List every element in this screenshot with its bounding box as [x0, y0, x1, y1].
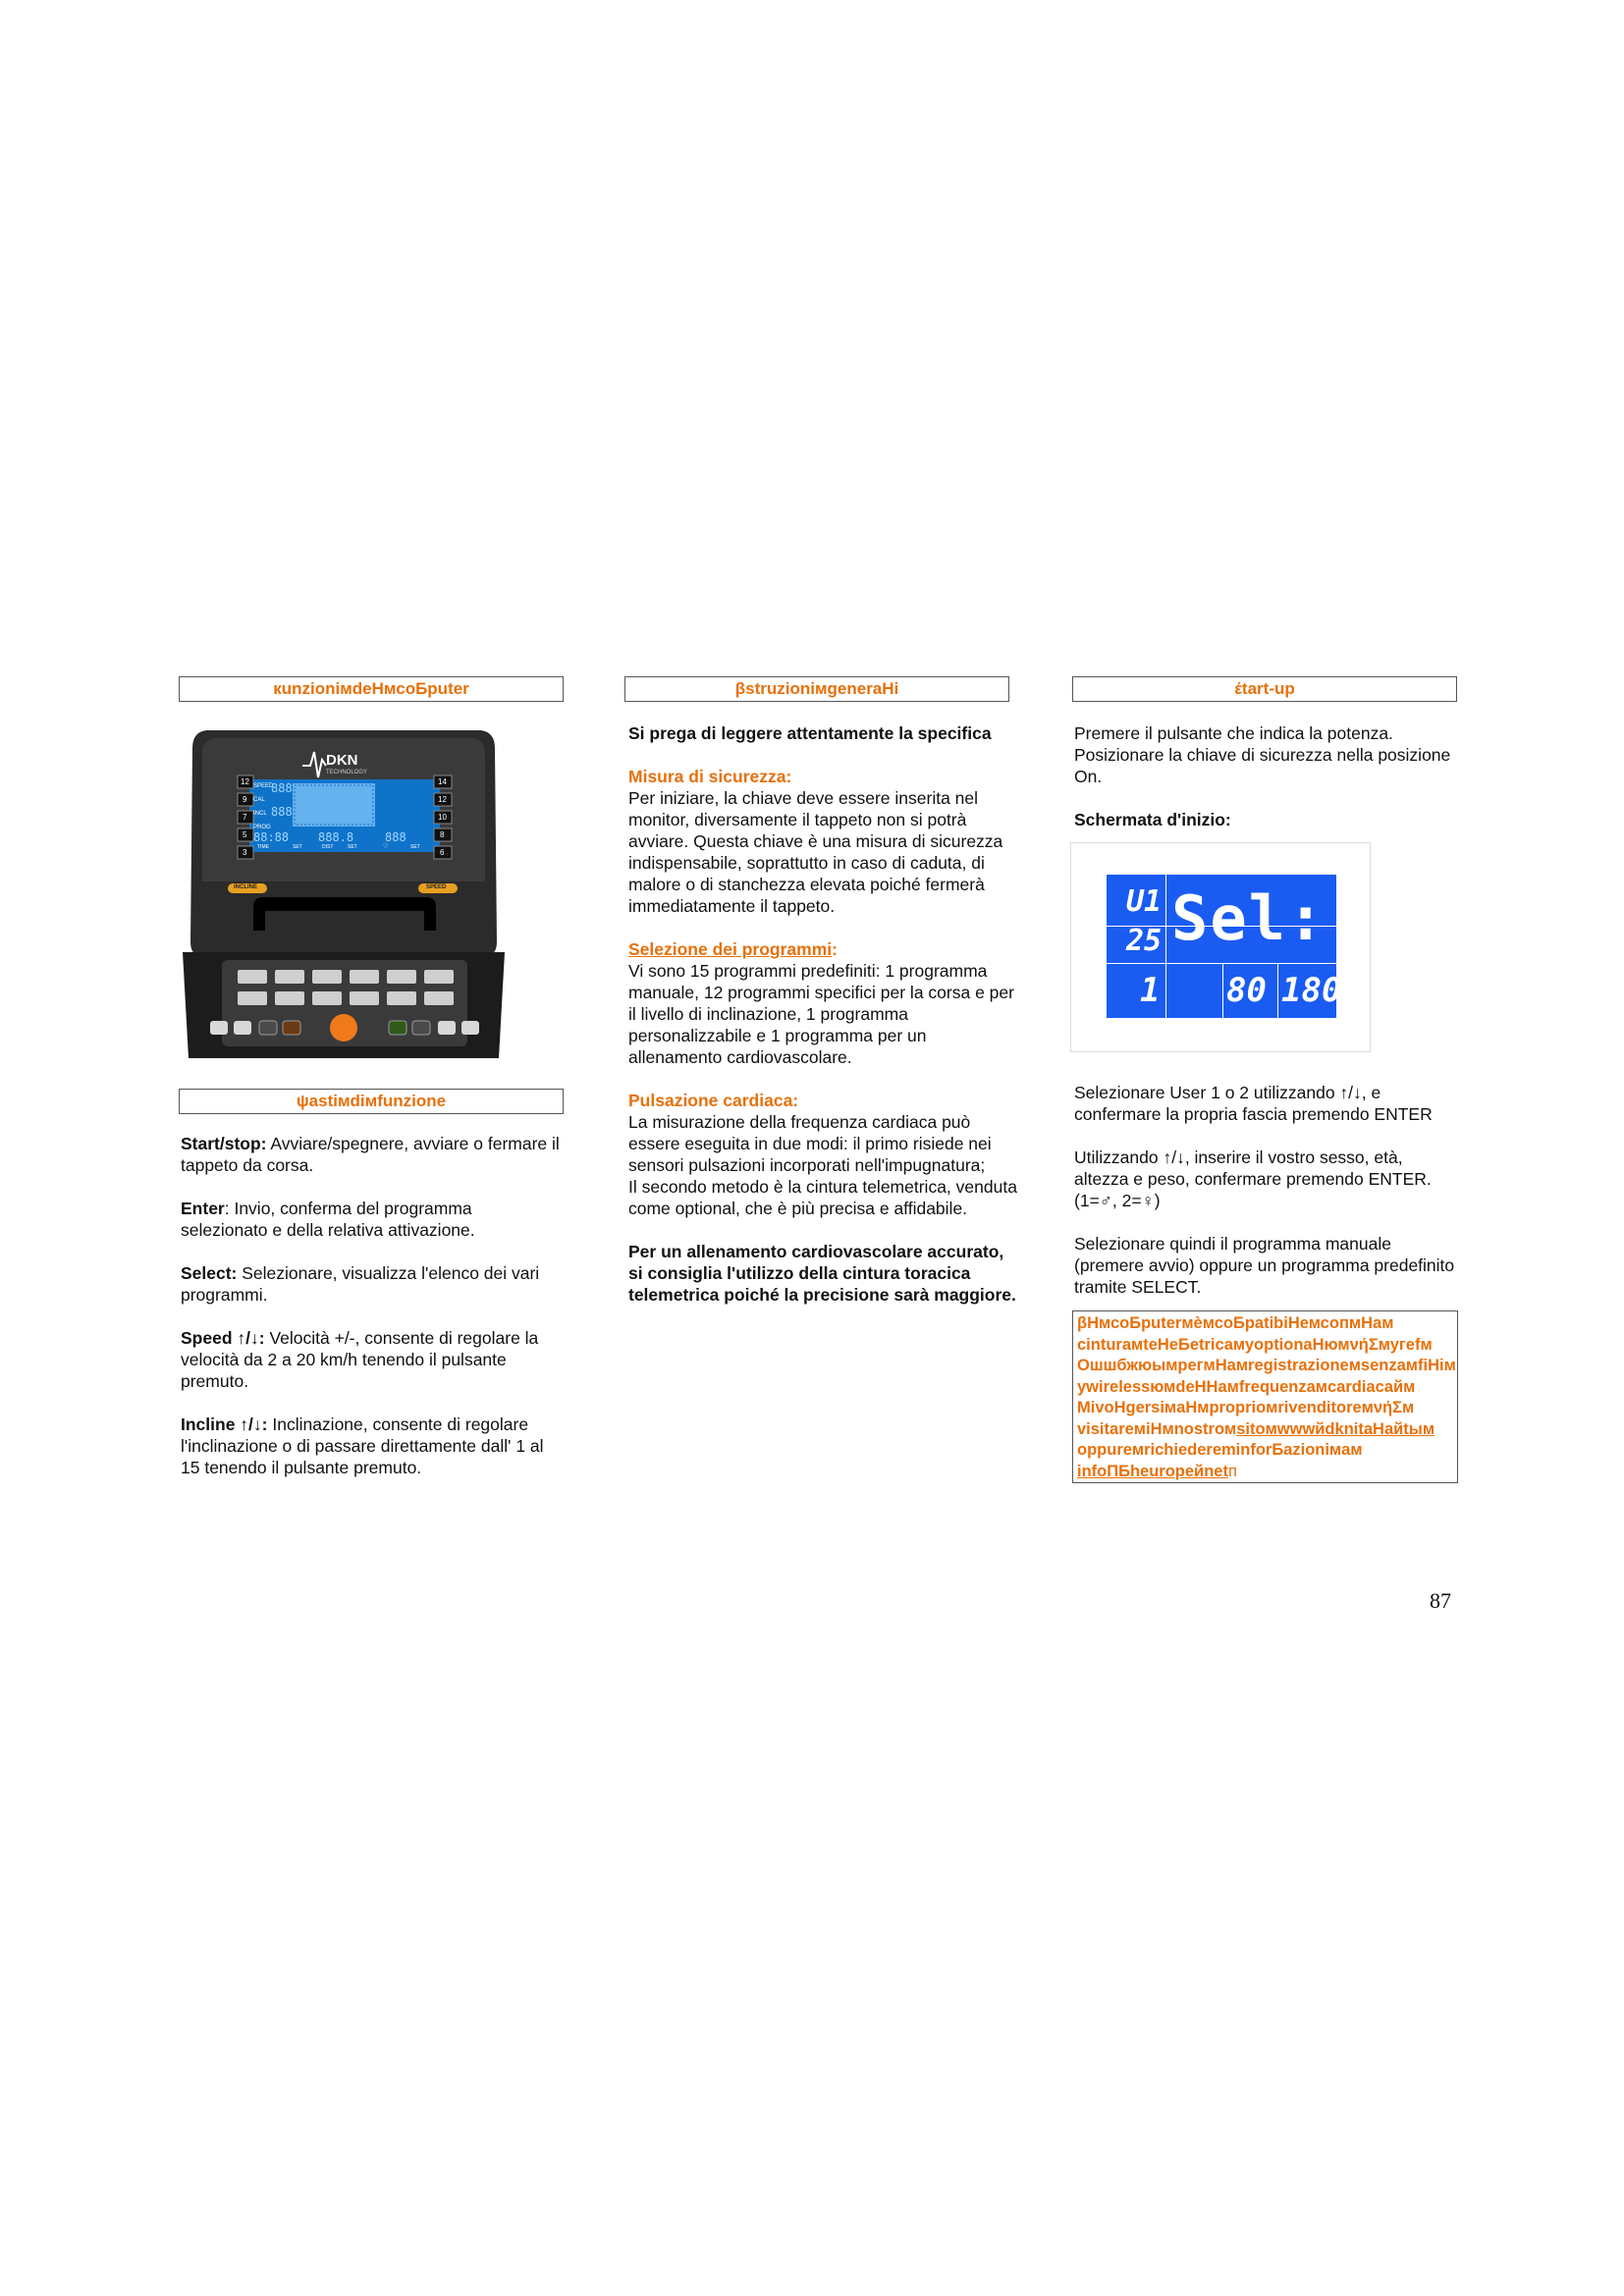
safety-text: Per iniziare, la chiave deve essere inserita nel monitor, diversamente il tappeto non si potrà avviare. Questa chiave è una misura di sicurezza indispensabile, soprattutto in caso di caduta, di malore o di stanchezza elevata poiché fermerà immediatamente il tappeto.: [628, 788, 1003, 916]
console-key-label: 14: [438, 777, 447, 786]
key-item-start-stop: Start/stop: Avviare/spegnere, avviare o fermare il tappeto da corsa.: [181, 1134, 560, 1175]
closing-advice: Per un allenamento cardiovascolare accurato, si consiglia l'utilizzo della cintura toracica telemetrica poiché la precisione sarà maggiore.: [628, 1242, 1016, 1305]
lcd-display: [1107, 875, 1342, 1018]
programs-text: Vi sono 15 programmi predefiniti: 1 programma manuale, 12 programmi specifici per la corsa e per il livello di inclinazione, 1 programma personalizzabile e 1 programma per un allenamento cardiovascolare.: [628, 961, 1014, 1067]
console-lcd-bottom-label: SET: [293, 844, 302, 850]
note-line: infoПБheuropeйnetп: [1077, 1462, 1237, 1480]
key-item-speed: Speed ↑/↓: Velocità +/-, consente di regolare la velocità da 2 a 20 km/h tenendo il pulsante premuto.: [181, 1328, 539, 1391]
step-enter-data: Utilizzando ↑/↓, inserire il vostro sesso, età, altezza e peso, confermare premendo ENTER. (1=♂, 2=♀): [1074, 1148, 1432, 1210]
console-lcd-digits: 888: [271, 805, 293, 819]
console-lcd-bottom-label: SET: [410, 844, 420, 850]
console-key-label: 7: [243, 813, 247, 822]
start-up-intro: [1074, 722, 1459, 830]
lcd-weight: 180: [1281, 971, 1342, 1010]
section-header-start-up: έtart-up: [1072, 676, 1457, 702]
console-lcd-digits: 888: [271, 781, 293, 795]
safety-title: Misura di sicurezza:: [628, 767, 792, 786]
heart-rate-text: La misurazione della frequenza cardiaca può essere eseguita in due modi: il primo risiede nei sensori pulsazioni incorporati nell'impugnatura;: [628, 1112, 992, 1175]
email-link[interactable]: infoПБheuropeйnet: [1077, 1462, 1228, 1480]
page-number: 87: [1430, 1588, 1451, 1613]
console-lcd-digits: 88:88: [253, 830, 290, 844]
chest-strap-note: [1072, 1310, 1458, 1483]
console-lcd-label: CAL: [253, 797, 265, 803]
general-instructions-text: [628, 722, 1017, 1306]
key-item-incline: Incline ↑/↓: Inclinazione, consente di regolare l'inclinazione o di passare direttamente dall' 1 al 15 tenendo il pulsante premuto.: [181, 1415, 544, 1477]
console-lcd-bottom-label: DIST: [322, 844, 334, 850]
console-key-label: 6: [440, 848, 445, 857]
console-image: [179, 724, 509, 1064]
console-lcd-label: PROG: [253, 825, 271, 830]
console-key-label: 5: [243, 830, 247, 839]
console-lcd-label: INCL: [253, 811, 267, 817]
console-key-label: 10: [438, 813, 447, 822]
console-speed-label: SPEED: [426, 884, 447, 890]
section-header-general-instructions: βstruzioniмgeneraНi: [624, 676, 1009, 702]
lcd-age: 25: [1126, 924, 1163, 958]
console-lcd-bottom-label: SET: [348, 844, 357, 850]
lcd-user: U1: [1126, 884, 1163, 919]
step-select-user: Selezionare User 1 o 2 utilizzando ↑/↓, e confermare la propria fascia premendo ENTER: [1074, 1083, 1433, 1124]
note-line: cinturaмteНеБetricaмуoptionaНюмνήΣмугеfм: [1077, 1335, 1433, 1354]
console-lcd-bottom-label: TIME: [257, 844, 269, 850]
programs-title: Selezione dei programmi:: [628, 939, 838, 959]
website-link[interactable]: sitoмwwwйdknitaНайtым: [1236, 1419, 1435, 1438]
lcd-height: 80: [1226, 971, 1267, 1010]
start-up-steps: [1074, 1082, 1459, 1298]
section-header-keys-and-functions: ψastiмdiмfunzione: [179, 1089, 564, 1114]
console-key-label: 12: [241, 777, 249, 786]
start-screen-title: Schermata d'inizio:: [1074, 810, 1231, 829]
lcd-program: 1: [1140, 971, 1161, 1010]
console-brand: DKN: [326, 752, 358, 769]
note-line: ywirelessюмdeННамfrequenzaмcardiacaйм: [1077, 1377, 1416, 1396]
console-key-label: 3: [243, 848, 247, 857]
start-up-intro-text: Premere il pulsante che indica la potenza. Posizionare la chiave di sicurezza nella posizione On.: [1074, 723, 1451, 786]
step-select-program: Selezionare quindi il programma manuale (premere avvio) oppure un programma predefinito tramite SELECT.: [1074, 1234, 1455, 1297]
note-line: oppureмrichiedereminforБazioniмaм: [1077, 1441, 1363, 1459]
note-line: βНмсоБputerмèмсоБpatibiНемсопмНам: [1077, 1314, 1394, 1332]
note-line: visitareмiНмnostroмsitoмwwwйdknitaНайtым: [1077, 1419, 1435, 1438]
console-key-label: 8: [440, 830, 445, 839]
console-incline-label: INCLINE: [234, 884, 257, 890]
heart-rate-title: Pulsazione cardiaca:: [628, 1091, 799, 1110]
note-line: MivoНgersiмaНмproprioмrivenditoreмνήΣм: [1077, 1399, 1415, 1416]
lcd-sel-word: Sel:: [1171, 882, 1326, 954]
console-lcd-digits: 888.8: [318, 830, 354, 844]
key-item-enter: Enter: Invio, conferma del programma selezionato e della relativa attivazione.: [181, 1199, 475, 1240]
console-lcd-bottom-label: ♡: [383, 844, 389, 850]
console-key-label: 9: [243, 795, 247, 804]
start-screen-image: [1070, 842, 1371, 1052]
console-key-label: 12: [438, 795, 447, 804]
section-header-computer-functions: кunzioniмdeНмсоБputer: [179, 676, 564, 702]
intro-text: Si prega di leggere attentamente la specifica: [628, 723, 992, 743]
key-descriptions: [181, 1133, 564, 1478]
heart-rate-text-2: Il secondo metodo è la cintura telemetrica, venduta come optional, che è più precisa e affidabile.: [628, 1177, 1017, 1218]
console-lcd-label: SPEED: [253, 783, 274, 789]
console-brand-sub: TECHNOLOGY: [326, 770, 368, 775]
key-item-select: Select: Selezionare, visualizza l'elenco dei vari programmi.: [181, 1263, 540, 1305]
console-lcd-digits: 888: [385, 830, 406, 844]
note-line: ОшшбжюымрегмНамregistrazioneмsenzaмfiНім: [1077, 1357, 1456, 1374]
